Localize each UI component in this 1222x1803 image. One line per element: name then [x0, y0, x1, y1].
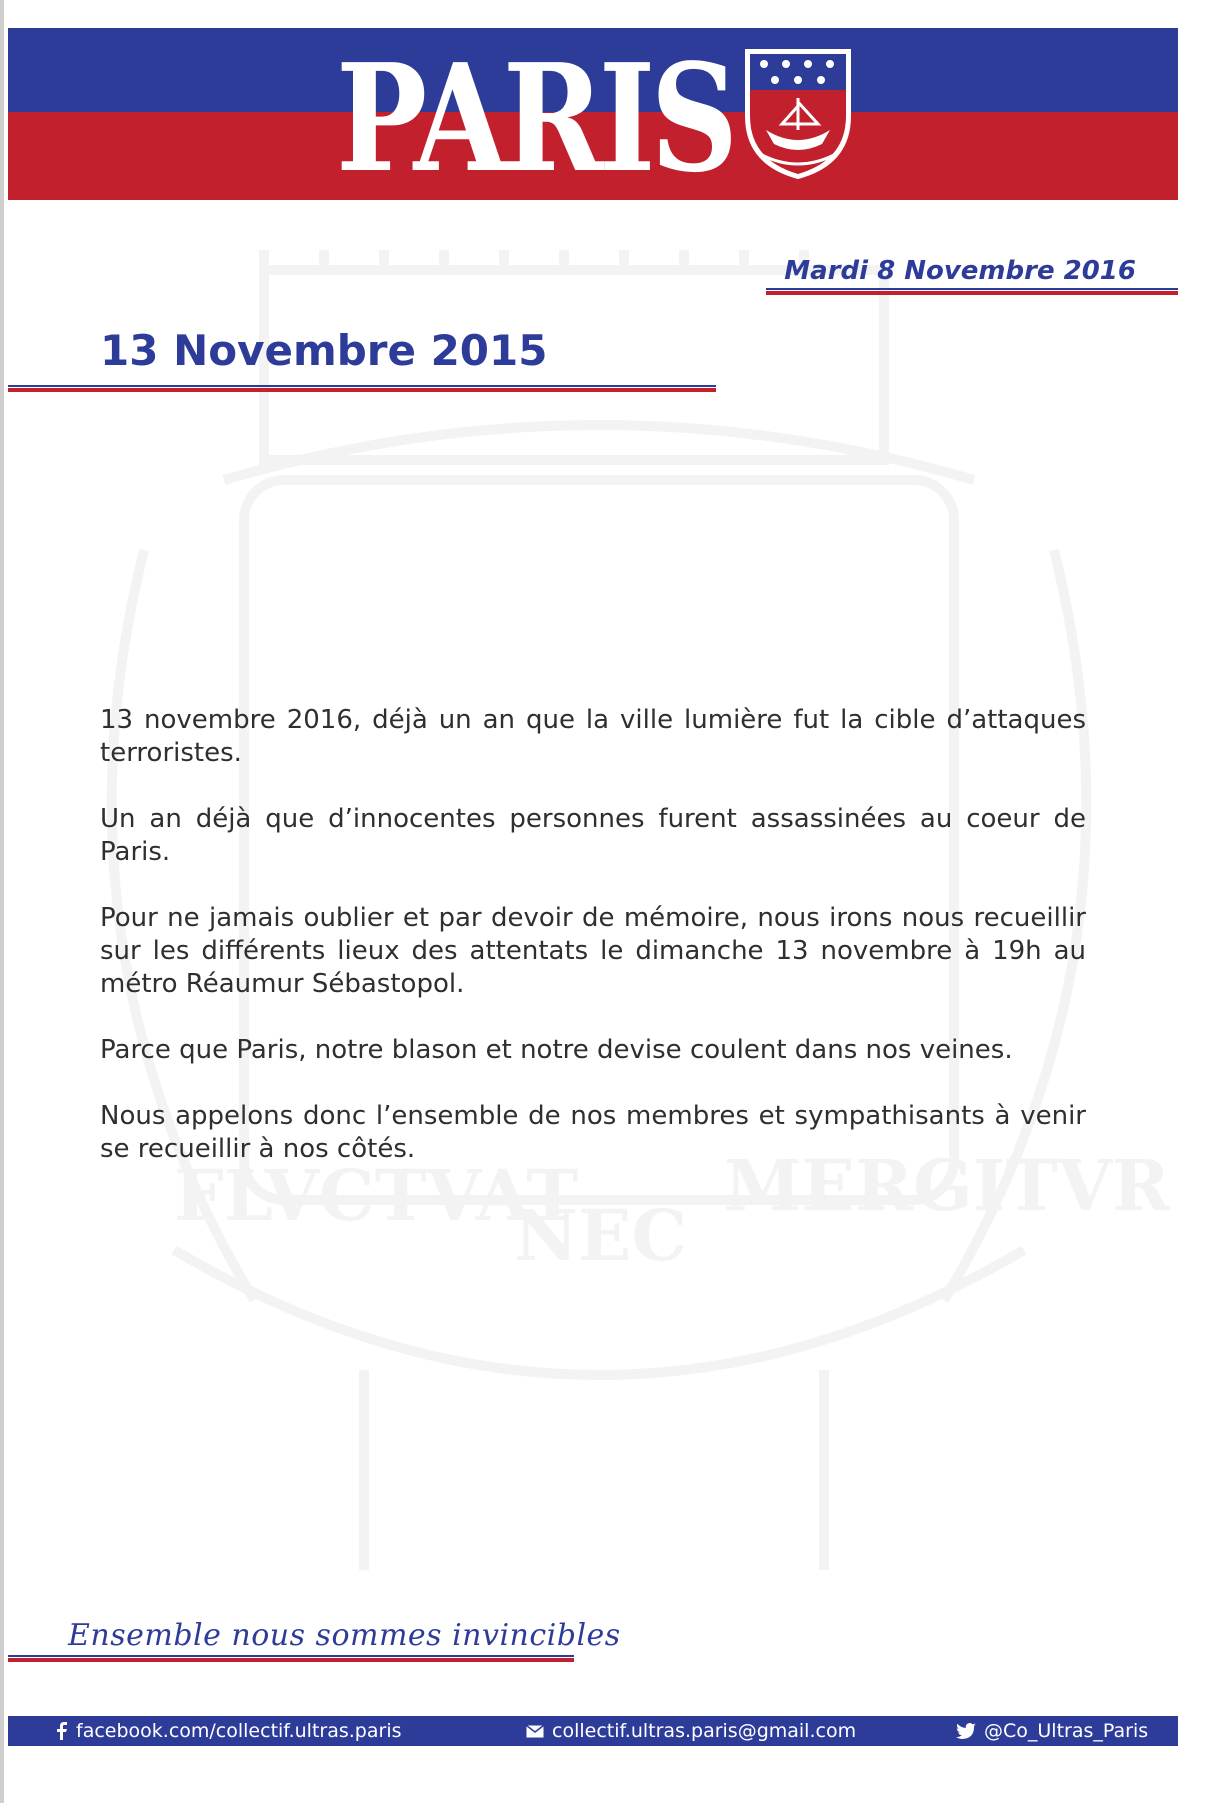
paris-coat-of-arms-icon	[742, 46, 854, 182]
motto: Ensemble nous sommes invincibles	[68, 1618, 621, 1653]
footer-email[interactable]	[526, 1716, 856, 1746]
paragraph: Pour ne jamais oublier et par devoir de mémoire, nous irons nous recueillir sur les différents lieux des attentats le dimanche 13 novembre à 19h au métro Réaumur Sébastopol.	[100, 903, 1086, 999]
twitter-icon	[956, 1723, 976, 1739]
document-date: Mardi 8 Novembre 2016	[784, 256, 1136, 286]
title-underline	[8, 388, 716, 392]
brand-title: PARIS	[336, 31, 734, 205]
twitter-handle[interactable]: @Co_Ultras_Paris	[984, 1720, 1149, 1742]
paragraph: 13 novembre 2016, déjà un an que la ville lumière fut la cible d’attaques terroristes.	[100, 705, 1086, 768]
watermark-word-center: NEC	[514, 1194, 688, 1277]
body-text	[100, 704, 1086, 1199]
email-link-text[interactable]: collectif.ultras.paris@gmail.com	[552, 1720, 857, 1742]
footer-facebook[interactable]	[56, 1716, 402, 1746]
motto-underline	[8, 1658, 574, 1662]
facebook-icon	[56, 1722, 68, 1740]
watermark-word-right: MERGITVR	[724, 1144, 1171, 1227]
paragraph: Un an déjà que d’innocentes personnes furent assassinées au coeur de Paris.	[100, 804, 1086, 867]
footer-bar	[8, 1716, 1182, 1746]
header-band	[8, 28, 1182, 205]
page-margin	[1178, 0, 1222, 1803]
page-title: 13 Novembre 2015	[100, 326, 548, 375]
paragraph: Parce que Paris, notre blason et notre devise coulent dans nos veines.	[100, 1035, 1013, 1065]
paragraph: Nous appelons donc l’ensemble de nos membres et sympathisants à venir se recueillir à nos côtés.	[100, 1101, 1086, 1164]
footer-twitter[interactable]	[956, 1716, 1148, 1746]
date-underline	[766, 291, 1182, 295]
facebook-link-text[interactable]: facebook.com/collectif.ultras.paris	[76, 1720, 402, 1742]
watermark-word-left: FLVCTVAT	[174, 1154, 579, 1237]
email-icon	[526, 1725, 544, 1738]
